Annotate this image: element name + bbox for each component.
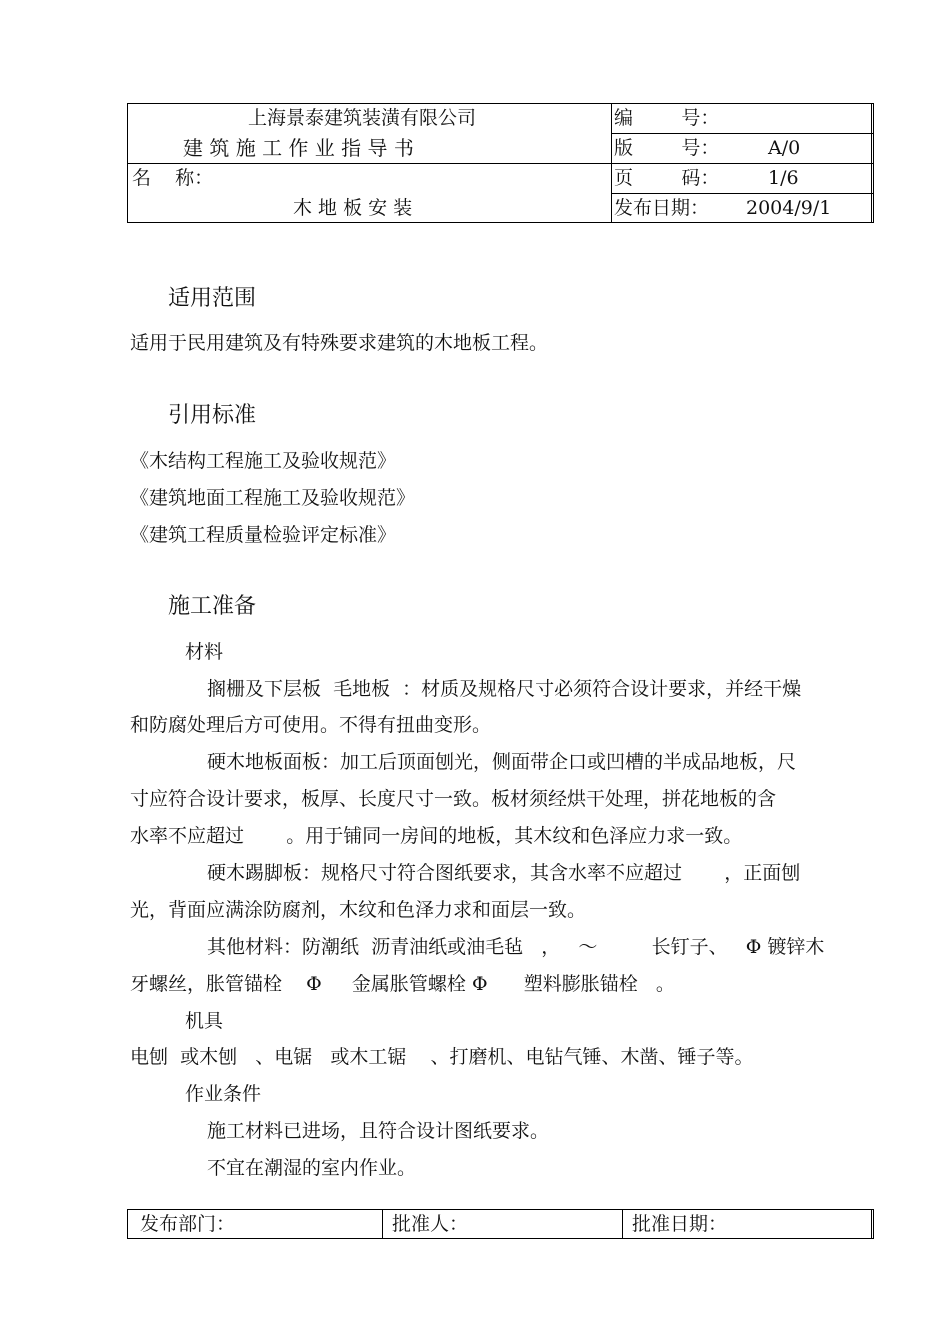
standard-item: 《建筑地面工程施工及验收规范》 xyxy=(130,487,416,509)
header-table xyxy=(127,103,874,223)
materials-line: 其他材料：防潮纸 沥青油纸或油毛毡 ， ～ 长钉子、 Φ 镀锌木 xyxy=(207,936,825,958)
date-value: 2004/9/1 xyxy=(746,197,832,219)
footer-table xyxy=(127,1209,874,1239)
date-label: 发布日期： xyxy=(614,197,710,219)
document-type: 建 筑 施 工 作 业 指 导 书 xyxy=(183,136,414,160)
approver-label: 批准人： xyxy=(392,1213,469,1235)
materials-label: 材料 xyxy=(185,641,224,663)
condition-item: 不宜在潮湿的室内作业。 xyxy=(207,1157,417,1179)
tools-text: 电刨 或木刨 、电锯 或木工锯 、打磨机、电钻气锤、木凿、锤子等。 xyxy=(130,1046,754,1068)
company-name: 上海景泰建筑装潢有限公司 xyxy=(248,107,477,129)
section-heading-scope: 适用范围 xyxy=(168,286,257,311)
standard-item: 《建筑工程质量检验评定标准》 xyxy=(130,524,397,546)
materials-line: 硬木踢脚板：规格尺寸符合图纸要求，其含水率不应超过 ，正面刨 xyxy=(207,862,801,884)
version-value: A/0 xyxy=(768,137,801,159)
materials-line: 硬木地板面板：加工后顶面刨光，侧面带企口或凹槽的半成品地板，尺 xyxy=(207,751,797,773)
materials-line: 光，背面应满涂防腐剂，木纹和色泽力求和面层一致。 xyxy=(130,899,587,921)
document-name: 木 地 板 安 装 xyxy=(293,197,413,219)
materials-line: 搁栅及下层板 毛地板 ：材质及规格尺寸必须符合设计要求，并经干燥 xyxy=(207,678,802,700)
approve-date-label: 批准日期： xyxy=(632,1213,728,1235)
section-heading-prep: 施工准备 xyxy=(168,594,257,619)
name-label: 名 称： xyxy=(132,167,214,189)
footer-divider xyxy=(622,1210,623,1238)
footer-divider xyxy=(382,1210,383,1238)
section-heading-standards: 引用标准 xyxy=(168,403,257,428)
materials-line: 水率不应超过 。用于铺同一房间的地板，其木纹和色泽应力求一致。 xyxy=(130,825,743,847)
materials-line: 牙螺丝，胀管锚栓 Φ 金属胀管螺栓 Φ 塑料膨胀锚栓 。 xyxy=(130,973,675,995)
conditions-label: 作业条件 xyxy=(185,1083,262,1105)
scope-text: 适用于民用建筑及有特殊要求建筑的木地板工程。 xyxy=(130,332,549,354)
materials-line: 和防腐处理后方可使用。不得有扭曲变形。 xyxy=(130,714,492,736)
page-value: 1/6 xyxy=(768,167,799,189)
page-label: 页 码： xyxy=(614,167,720,189)
dept-label: 发布部门： xyxy=(140,1213,236,1235)
number-label: 编 号： xyxy=(614,107,720,129)
standard-item: 《木结构工程施工及验收规范》 xyxy=(130,450,397,472)
header-rule xyxy=(128,163,873,164)
tools-label: 机具 xyxy=(185,1010,224,1032)
materials-line: 寸应符合设计要求，板厚、长度尺寸一致。板材须经烘干处理，拼花地板的含 xyxy=(130,788,777,810)
version-label: 版 号： xyxy=(614,137,720,159)
condition-item: 施工材料已进场，且符合设计图纸要求。 xyxy=(207,1120,550,1142)
